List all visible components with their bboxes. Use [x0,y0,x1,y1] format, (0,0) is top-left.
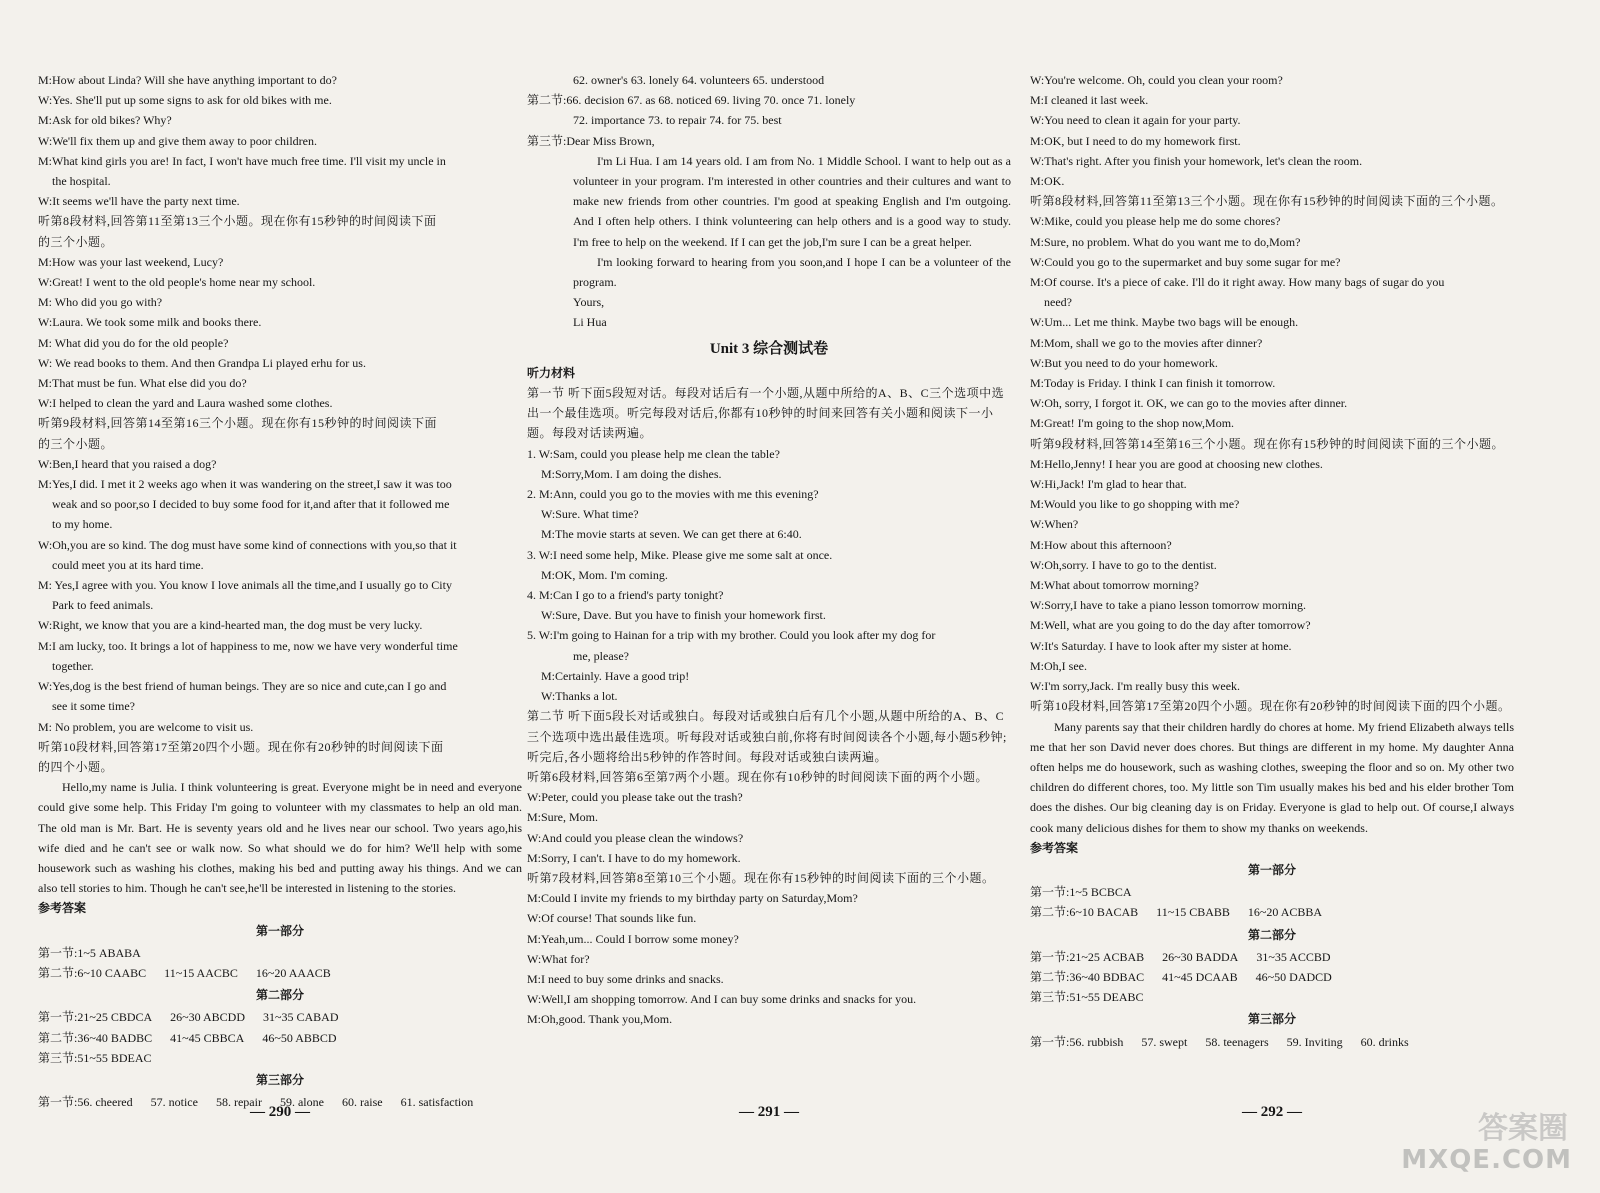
answer-row [1030,987,1514,1007]
text-line: to my home. [52,517,113,532]
answer-cell: 第一节:1~5 BCBCA [1030,885,1132,900]
text-line: 听第8段材料,回答第11至第13三个小题。现在你有15秒钟的时间阅读下面 [38,214,437,229]
answer-section-heading: 第三部分 [1247,1012,1296,1027]
text-line: W:Oh, sorry, I forgot it. OK, we can go to the movies after dinner. [1030,396,1348,411]
text-line: M:Hello,Jenny! I hear you are good at choosing new clothes. [1030,456,1323,471]
answer-cell: 59. Inviting [1286,1034,1343,1049]
answer-cell: 60. raise [341,1095,383,1110]
text-line: M:I cleaned it last week. [1030,93,1149,108]
answer-cell: 11~15 CBABB [1156,905,1230,920]
text-line: M:OK, Mom. I'm coming. [541,567,668,582]
text-line: W: We read books to them. And then Grandpa Li played erhu for us. [38,355,366,370]
answer-section-heading: 第一部分 [1247,862,1296,877]
page-number: — 291 — [739,1103,799,1120]
text-line: 听第8段材料,回答第11至第13三个小题。现在你有15秒钟的时间阅读下面的三个小题。 [1030,194,1504,209]
text-line: W:Oh,you are so kind. The dog must have some kind of connections with you,so that it [38,537,457,552]
text-line: W:Yes,dog is the best friend of human beings. They are so nice and cute,can I go and [38,679,447,694]
text-line: M:Sure, Mom. [527,810,599,825]
answer-cell: 第二节:6~10 CAABC [38,965,147,980]
text-line: W:Of course! That sounds like fun. [527,911,697,926]
letter-closing: Yours, [573,295,605,310]
answer-section-heading: 第二部分 [1247,927,1296,942]
answer-cell: 46~50 DADCD [1255,969,1332,984]
text-line: Park to feed animals. [52,598,154,613]
text-line: M: No problem, you are welcome to visit us. [38,719,254,734]
text-line: 第二节 听下面5段长对话或独白。每段对话或独白后有几个小题,从题中所给的A、B、C三个选项中选出最佳选项。听每段对话或独白前,你将有时间阅读各个小题,每小题5秒钟;听完后,各小题将给出5秒钟的作答时间。每段对话或独白读两遍。 [527,709,1007,764]
text-line: M:Sorry,Mom. I am doing the dishes. [541,466,722,481]
answer-cell: 58. teenagers [1205,1034,1269,1049]
text-line: 5. W:I'm going to Hainan for a trip with my brother. Could you look after my dog for [527,628,936,643]
text-line: 4. M:Can I go to a friend's party tonight? [527,588,724,603]
text-line: W:Um... Let me think. Maybe two bags will be enough. [1030,315,1299,330]
text-line: M:OK, but I need to do my homework first. [1030,133,1241,148]
text-line: W:I'm sorry,Jack. I'm really busy this week. [1030,679,1241,694]
text-line: W:You need to clean it again for your party. [1030,113,1241,128]
text-line: M:I am lucky, too. It brings a lot of happiness to me, now we have very wonderful time [38,638,458,653]
answer-cell: 第三节:51~55 DEABC [1030,990,1144,1005]
answer-cell: 57. swept [1141,1034,1188,1049]
answers-title: 参考答案 [1030,840,1079,855]
text-line: M:Well, what are you going to do the day after tomorrow? [1030,618,1311,633]
answer-cell: 第二节:6~10 BACAB [1030,905,1139,920]
answer-cell: 57. notice [150,1095,198,1110]
answer-cell: 58. repair [215,1095,262,1110]
letter-body-2: I'm looking forward to hearing from you soon,and I hope I can be a volunteer of the program. [573,254,1011,290]
answer-row [38,943,522,963]
answer-cell: 11~15 AACBC [164,965,238,980]
dialogue-lines [527,383,1011,1030]
text-line: W:It seems we'll have the party next time. [38,194,240,209]
text-line: W:Hi,Jack! I'm glad to hear that. [1030,477,1187,492]
text-line: W:Peter, could you please take out the trash? [527,790,743,805]
answer-cell: 46~50 ABBCD [262,1030,337,1045]
text-line: M: Yes,I agree with you. You know I love animals all the time,and I usually go to City [38,578,452,593]
text-line: W:You're welcome. Oh, could you clean your room? [1030,73,1283,87]
text-line: the hospital. [52,174,111,189]
answer-cell: 60. drinks [1360,1034,1409,1049]
text-line: M:Ask for old bikes? Why? [38,113,172,128]
text-line: M:Today is Friday. I think I can finish it tomorrow. [1030,376,1276,391]
answer-cell: 第一节:21~25 CBDCA [38,1010,153,1025]
text-line: M:The movie starts at seven. We can get there at 6:40. [541,527,802,542]
answer-row [38,1028,522,1048]
answer-cell: 16~20 AAACB [255,965,331,980]
answer-cell: 第三节:51~55 BDEAC [38,1050,152,1065]
watermark-logo-text: 答案圈 [1478,1111,1568,1146]
answer-cell: 59. alone [279,1095,324,1110]
text-line: M:Sorry, I can't. I have to do my homework. [527,850,741,865]
answer-lines [527,70,1011,151]
text-line: M:Of course. It's a piece of cake. I'll do it right away. How many bags of sugar do you [1030,275,1445,290]
text-line: 听第6段材料,回答第6至第7两个小题。现在你有10秒钟的时间阅读下面的两个小题。 [527,769,989,784]
answer-row [1030,967,1514,987]
text-line: W:Sorry,I have to take a piano lesson tomorrow morning. [1030,598,1307,613]
watermark-logo [1396,1099,1576,1179]
text-line: M:Would you like to go shopping with me? [1030,497,1240,512]
answer-cell: 第二节:36~40 BDBAC [1030,969,1145,984]
letter-body: I'm Li Hua. I am 14 years old. I am from No. 1 Middle School. I want to help out as a volunteer in your program. I'm interested in other countries and their cultures and want to make new friends from other countries. I'm good at speaking English and I'm outgoing. And I often help others. I think volunteering can help others and is a good way to study. I'm free to help on the weekend. If I can get the job,I'm sure I can be a great helper. [573,153,1011,249]
text-line: M:Great! I'm going to the shop now,Mom. [1030,416,1235,431]
text-line: M:What kind girls you are! In fact, I won't have much free time. I'll visit my uncle in [38,153,446,168]
answer-row [38,1007,522,1027]
text-line: 的三个小题。 [38,436,114,451]
answer-cell: 31~35 ACCBD [1256,949,1331,964]
text-line: 第一节 听下面5段短对话。每段对话后有一个小题,从题中所给的A、B、C三个选项中选出一个最佳选项。听完每段对话后,你都有10秒钟的时间来回答有关小题和阅读下一小题。每段对话读两遍。 [527,386,1005,441]
text-line: W:What for? [527,951,590,966]
text-line: weak and so poor,so I decided to buy some food for it,and after that it followed me [52,497,450,512]
text-line: 62. owner's 63. lonely 64. volunteers 65. understood [573,73,825,87]
text-line: 3. W:I need some help, Mike. Please give me some salt at once. [527,547,833,562]
text-line: see it some time? [52,699,135,714]
answer-cell: 31~35 CABAD [263,1010,339,1025]
text-line: need? [1044,295,1072,310]
text-line: W:It's Saturday. I have to look after my sister at home. [1030,638,1292,653]
text-line: W:Laura. We took some milk and books there. [38,315,262,330]
text-line: W:But you need to do your homework. [1030,355,1218,370]
text-line: M:I need to buy some drinks and snacks. [527,971,724,986]
text-line: W:Sure. What time? [541,507,639,522]
answer-cell: 第一节:1~5 ABABA [38,945,141,960]
text-line: 72. importance 73. to repair 74. for 75. best [573,113,782,128]
text-line: 2. M:Ann, could you go to the movies with me this evening? [527,487,819,502]
answer-cell: 41~45 CBBCA [170,1030,245,1045]
watermark-url: MXQE.COM [1401,1145,1572,1175]
text-line: W:Right, we know that you are a kind-hearted man, the dog must be very lucky. [38,618,423,633]
text-line: W:Ben,I heard that you raised a dog? [38,456,217,471]
text-line: 第三节:Dear Miss Brown, [527,133,655,148]
text-line: M:Oh,I see. [1030,658,1087,673]
text-line: M:How was your last weekend, Lucy? [38,254,224,269]
listening-paragraph: Many parents say that their children hardly do chores at home. My friend Elizabeth always tells me that her son David never does chores. But things are different in my home. My daughter Anna often helps me do housework, such as washing clothes, sweeping the floor and so on. My other two children do different chores, too. My little son Tim usually makes his bed and his elder brother Tom does the dishes. Our big cleaning day is on Friday. Everyone is glad to help out. Of course,I always cook many delicious dishes for them to show my thanks on weekends. [1030,719,1514,835]
text-line: M:That must be fun. What else did you do? [38,376,247,391]
answer-row [1030,1032,1514,1052]
text-line: M:Oh,good. Thank you,Mom. [527,1012,673,1027]
text-line: M: What did you do for the old people? [38,335,229,350]
text-line: 听第9段材料,回答第14至第16三个小题。现在你有15秒钟的时间阅读下面的三个小题。 [1030,436,1505,451]
text-line: 听第7段材料,回答第8至第10三个小题。现在你有15秒钟的时间阅读下面的三个小题。 [527,870,995,885]
text-line: M:How about Linda? Will she have anything important to do? [38,73,337,87]
text-line: W:We'll fix them up and give them away to poor children. [38,133,318,148]
letter-signature: Li Hua [573,315,607,330]
answer-cell: 第一节:21~25 ACBAB [1030,949,1145,964]
text-line: 听第10段材料,回答第17至第20四个小题。现在你有20秒钟的时间阅读下面的四个小题。 [1030,699,1511,714]
answer-cell: 26~30 BADDA [1162,949,1239,964]
answer-cell: 第二节:36~40 BADBC [38,1030,153,1045]
text-line: me, please? [573,648,629,663]
text-line: W:Yes. She'll put up some signs to ask for old bikes with me. [38,93,332,108]
answer-row [1030,882,1514,902]
answer-cell: 第一节:56. cheered [38,1095,133,1110]
text-line: M:What about tomorrow morning? [1030,578,1199,593]
text-line: M:How about this afternoon? [1030,537,1172,552]
text-line: 听第10段材料,回答第17至第20四个小题。现在你有20秒钟的时间阅读下面 [38,739,444,754]
text-line: W:Great! I went to the old people's home near my school. [38,275,316,290]
answer-section-heading: 第二部分 [255,988,304,1003]
page-292 [1030,70,1514,1170]
answer-section-heading: 第三部分 [255,1072,304,1087]
answer-cell: 16~20 ACBBA [1247,905,1323,920]
answer-cell: 41~45 DCAAB [1162,969,1238,984]
text-line: M:Sure, no problem. What do you want me to do,Mom? [1030,234,1301,249]
text-line: M: Who did you go with? [38,295,163,310]
answer-cell: 第一节:56. rubbish [1030,1034,1124,1049]
page-number: — 290 — [250,1103,310,1120]
answer-row [38,963,522,983]
text-line: W:Mike, could you please help me do some chores? [1030,214,1281,229]
text-line: W:Sure, Dave. But you have to finish your homework first. [541,608,826,623]
text-line: 1. W:Sam, could you please help me clean the table? [527,446,780,461]
answer-cell: 26~30 ABCDD [170,1010,246,1025]
text-line: W:Oh,sorry. I have to go to the dentist. [1030,557,1217,572]
text-line: W:That's right. After you finish your homework, let's clean the room. [1030,153,1363,168]
answer-section-heading: 第一部分 [255,923,304,938]
answer-key [38,921,522,1113]
text-line: W:When? [1030,517,1079,532]
text-line: W:Well,I am shopping tomorrow. And I can buy some drinks and snacks for you. [527,992,917,1007]
dialogue-lines [38,70,522,777]
text-line: 听第9段材料,回答第14至第16三个小题。现在你有15秒钟的时间阅读下面 [38,416,438,431]
text-line: together. [52,658,94,673]
page-290 [38,70,522,1170]
unit-title: Unit 3 综合测试卷 [709,340,829,357]
dialogue-lines [1030,70,1514,717]
page-number: — 292 — [1242,1103,1302,1120]
text-line: W:Could you go to the supermarket and buy some sugar for me? [1030,254,1341,269]
listening-paragraph: Hello,my name is Julia. I think volunteering is great. Everyone might be in need and everyone could give some help. This Friday I'm going to volunteer with my classmates to help an old man. The old man is Mr. Bart. He is seventy years old and he lives near our school. Two years ago,his wife died and he can't see or walk now. So what should we do for him? We'll help with some housework such as washing his clothes, making his bed and putting away his things. And we can also tell stories to him. Though he can't see,he'll be interested in listening to the stories. [38,780,522,896]
answer-row [1030,902,1514,922]
text-line: M:Could I invite my friends to my birthday party on Saturday,Mom? [527,891,858,906]
text-line: M:OK. [1030,174,1065,189]
text-line: 的三个小题。 [38,234,114,249]
text-line: M:Yeah,um... Could I borrow some money? [527,931,739,946]
answer-row [38,1048,522,1068]
text-line: M:Mom, shall we go to the movies after dinner? [1030,335,1263,350]
section-title: 听力材料 [527,365,576,380]
text-line: W:Thanks a lot. [541,689,618,704]
text-line: M:Certainly. Have a good trip! [541,668,690,683]
text-line: M:Yes,I did. I met it 2 weeks ago when it was wandering on the street,I saw it was too [38,477,452,492]
answer-key [1030,860,1514,1052]
text-line: W:And could you please clean the windows? [527,830,744,845]
text-line: 的四个小题。 [38,759,114,774]
answer-row [1030,947,1514,967]
answers-title: 参考答案 [38,901,87,916]
answer-cell: 61. satisfaction [400,1095,474,1110]
text-line: 第二节:66. decision 67. as 68. noticed 69. living 70. once 71. lonely [527,93,856,108]
page-291 [527,70,1011,1170]
text-line: W:I helped to clean the yard and Laura washed some clothes. [38,396,333,411]
text-line: could meet you at its hard time. [52,557,204,572]
